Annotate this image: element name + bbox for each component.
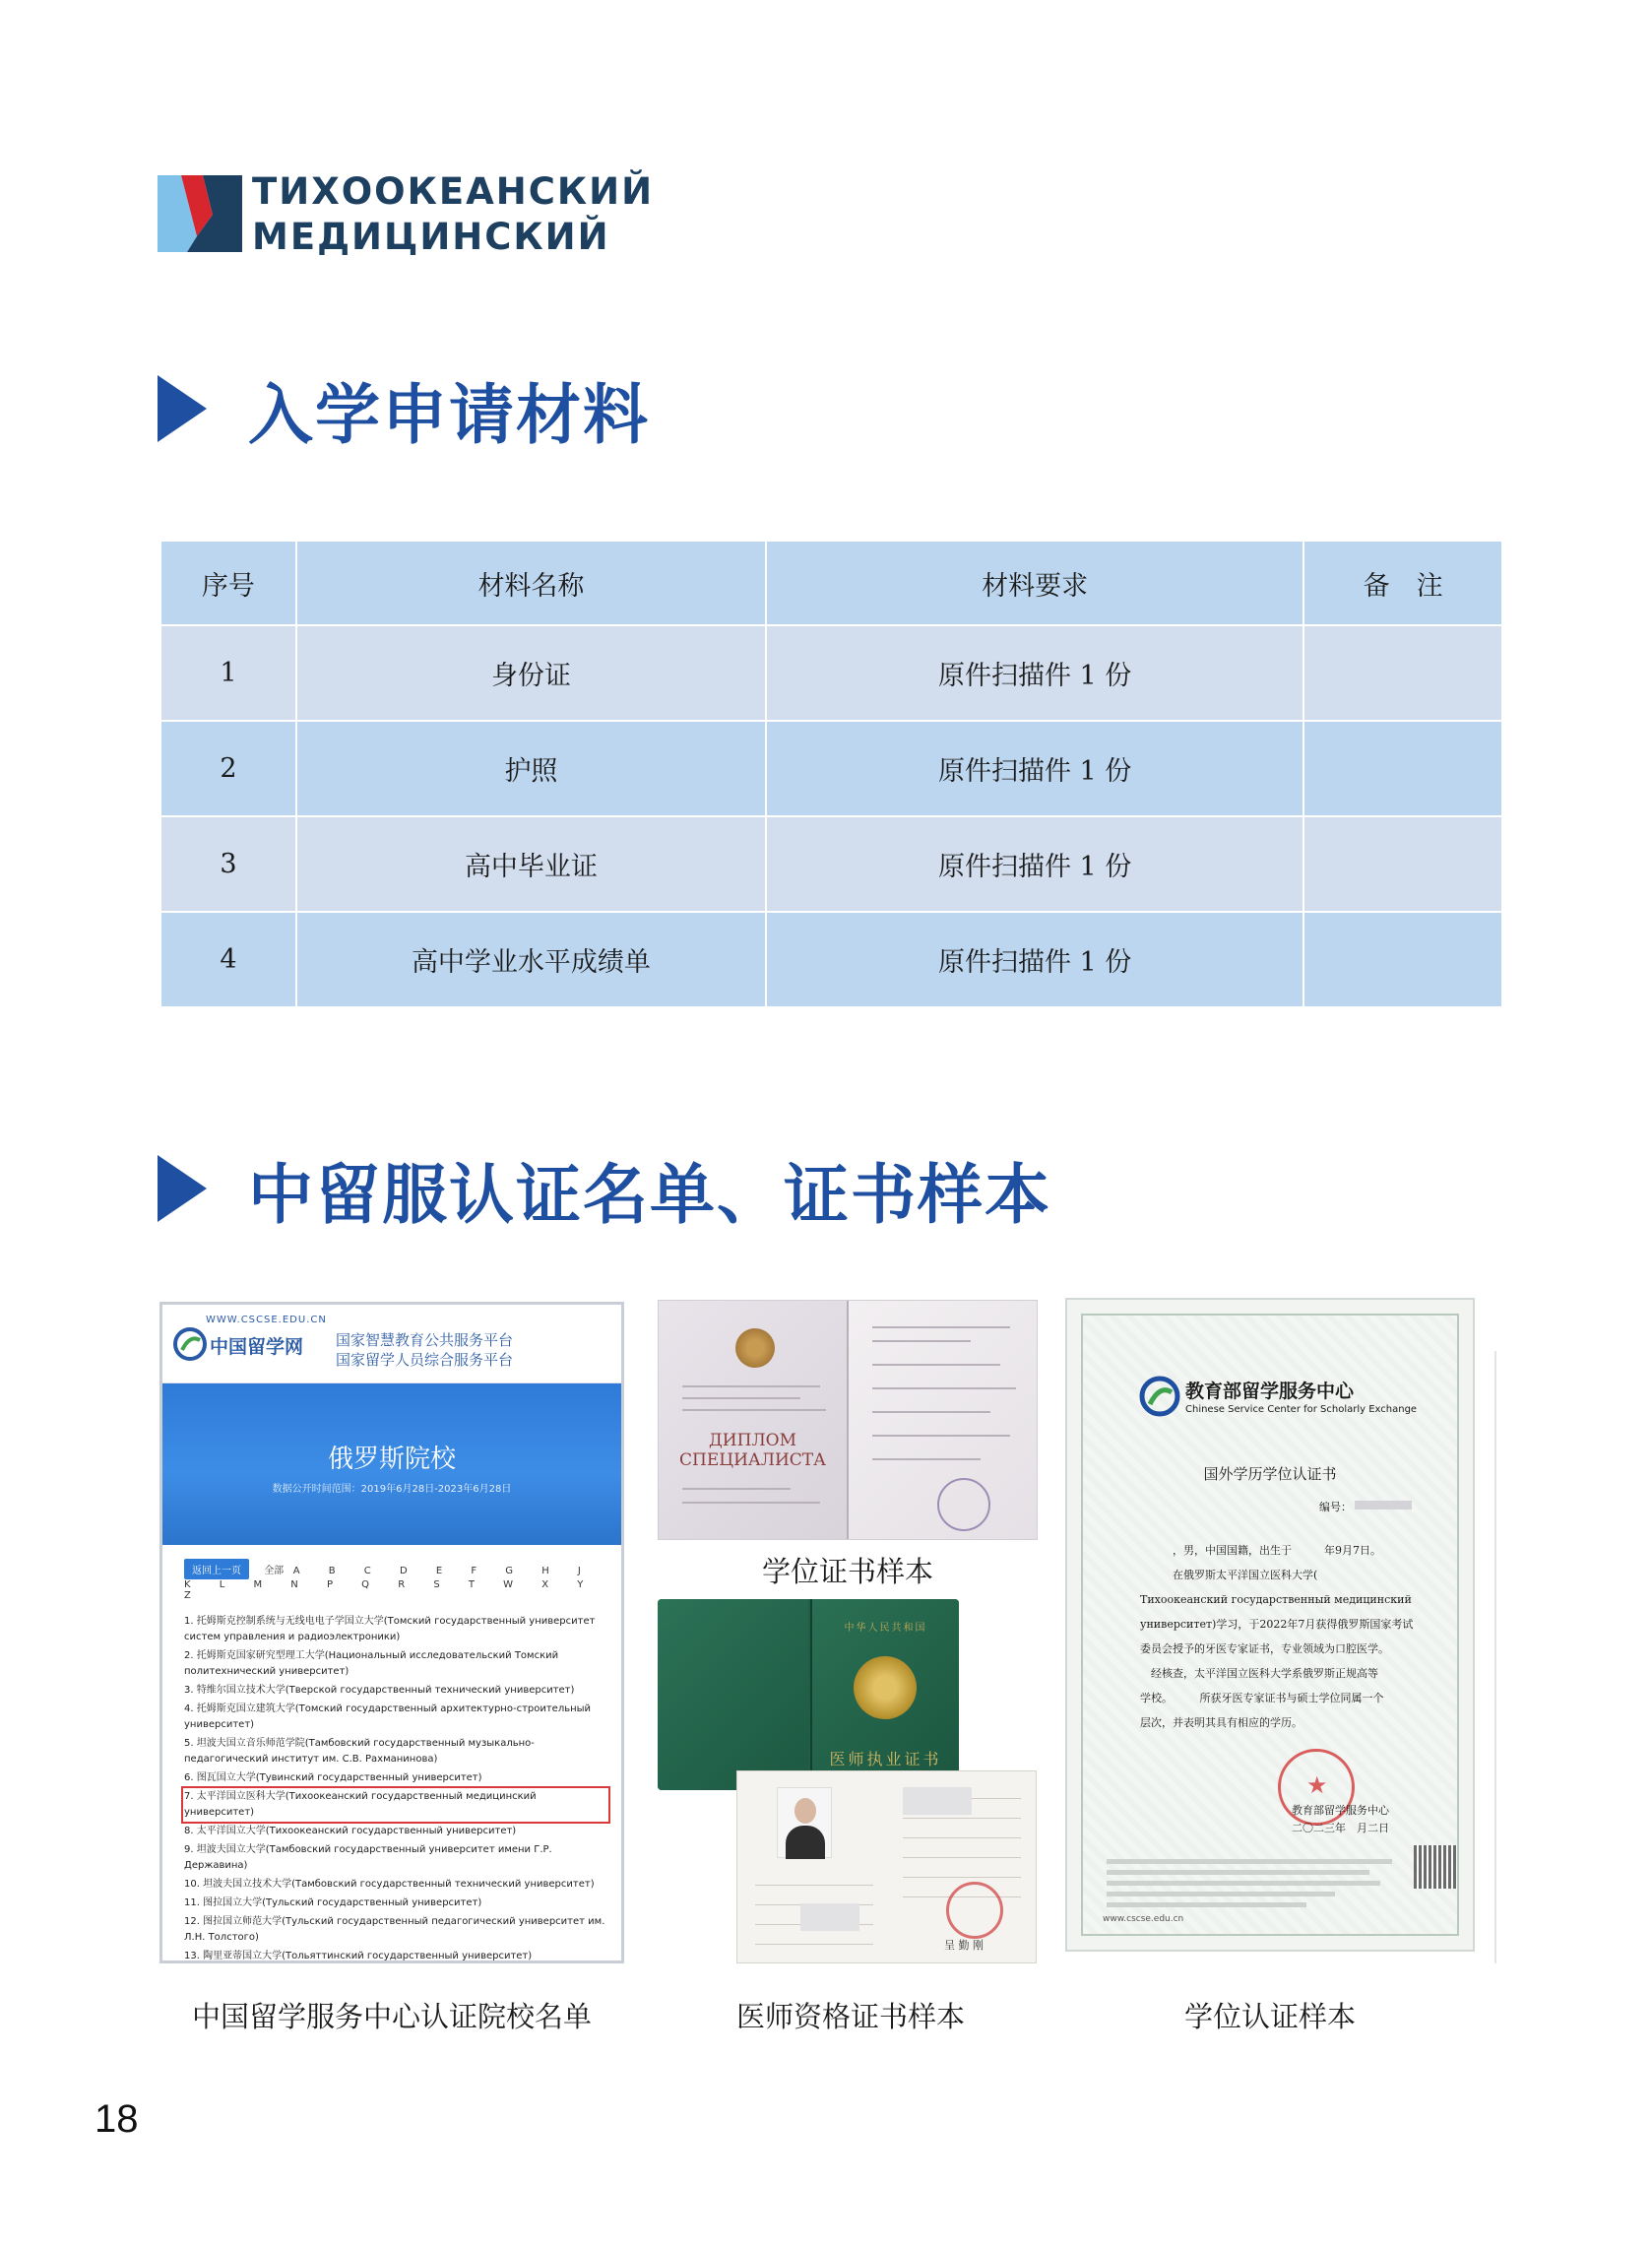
doctor-cert-inner-photo [736, 1770, 1037, 1963]
row-name: 身份证 [296, 625, 766, 721]
issuer-name: 教育部留学服务中心 [1185, 1381, 1355, 1402]
list-banner [162, 1383, 621, 1545]
row-no: 3 [160, 816, 296, 912]
text-line [872, 1435, 1010, 1437]
row-requirement: 原件扫描件 1 份 [766, 625, 1303, 721]
back-button: 返回上一页 [184, 1559, 249, 1579]
text-line [872, 1387, 1016, 1389]
sign-line2: 二〇二三年 月二日 [1292, 1822, 1389, 1834]
table-header-row [160, 541, 1502, 625]
row-no: 4 [160, 912, 296, 1007]
diploma-title-line1: ДИПЛОМ [708, 1431, 796, 1450]
text-line [682, 1488, 791, 1490]
materials-table [159, 540, 1503, 1008]
section-heading-application-materials [158, 364, 650, 453]
page-number: 18 [95, 2097, 139, 2141]
text-line [872, 1326, 1010, 1328]
certificate-number-label: 编号： [1319, 1501, 1352, 1513]
certificate-title: 国外学历学位认证书 [1203, 1465, 1337, 1483]
text-line [682, 1409, 826, 1411]
body-line: Тихоокеанский государственный медицинский [1140, 1593, 1412, 1606]
letter-filters: A B C D E F G H J K L M N P Q R S T W X Y Z [184, 1566, 597, 1601]
text-line [872, 1340, 971, 1342]
site-url: WWW.CSCSE.EDU.CN [206, 1315, 327, 1325]
caption-degree-authentication: 学位认证样本 [1183, 2000, 1356, 2033]
all-filter: 全部 [264, 1566, 285, 1576]
portrait-head [794, 1798, 816, 1824]
national-emblem-icon [854, 1656, 917, 1719]
body-line: 经核查，太平洋国立医科大学系俄罗斯正规高等 [1140, 1667, 1378, 1680]
caption-degree-certificate: 学位证书样本 [761, 1555, 933, 1588]
row-no: 2 [160, 721, 296, 816]
university-list [162, 1614, 621, 1963]
list-item: 3. 特维尔国立技术大学(Тверской государственный технический университет) [184, 1685, 575, 1696]
row-note [1303, 625, 1502, 721]
banner-title: 俄罗斯院校 [327, 1445, 456, 1474]
redacted-block [903, 1787, 972, 1815]
body-line: ，男，中国国籍，出生于 年9月7日。 [1140, 1544, 1381, 1557]
red-seal-icon [946, 1882, 1003, 1939]
cover-title: 医师执业证书 [829, 1750, 942, 1768]
row-no: 1 [160, 625, 296, 721]
sign-line1: 教育部留学服务中心 [1292, 1804, 1389, 1817]
list-item: 4. 托姆斯克国立建筑大学(Томский государственный архитектурно-строительный университет) [184, 1703, 592, 1730]
header-note: 备 注 [1303, 541, 1502, 625]
logo-wordmark [252, 169, 654, 260]
divider [1494, 1351, 1496, 1963]
list-item: 11. 图拉国立大学(Тульский государственный университет) [184, 1897, 482, 1908]
row-name: 护照 [296, 721, 766, 816]
table-row [160, 625, 1502, 721]
body-line: 委员会授予的牙医专家证书，专业领域为口腔医学。 [1140, 1642, 1389, 1655]
portrait-body [786, 1826, 825, 1859]
logo-line2: МЕДИЦИНСКИЙ [252, 216, 610, 258]
body-line: 在俄罗斯太平洋国立医科大学( [1140, 1569, 1318, 1581]
qr-code-icon [1414, 1845, 1457, 1889]
list-item: 9. 坦波夫国立大学(Тамбовский государственный университет имени Г.Р. Державина) [184, 1844, 552, 1871]
signature: 呈 勤 刚 [944, 1939, 984, 1952]
redacted-block [1355, 1501, 1412, 1510]
section-heading-certification-samples [158, 1144, 1051, 1233]
certificate-frame [1081, 1314, 1459, 1936]
certified-list-screenshot [159, 1302, 624, 1963]
russian-emblem-icon [735, 1328, 775, 1368]
alphabet-filter [162, 1545, 621, 1614]
cscse-logo-icon [172, 1326, 208, 1362]
platform-line1: 国家智慧教育公共服务平台 [336, 1331, 514, 1349]
redacted-block [800, 1903, 859, 1931]
list-item: 2. 托姆斯克国家研究型理工大学(Национальный исследовательский Томский политехнический университет) [184, 1650, 559, 1677]
caption-certified-list: 中国留学服务中心认证院校名单 [191, 2000, 592, 2033]
caption-doctor-certificate: 医师资格证书样本 [735, 2000, 965, 2033]
text-line [872, 1364, 1000, 1366]
diploma-title [659, 1431, 847, 1470]
list-item: 13. 陶里亚蒂国立大学(Тольяттинский государственный университет) [184, 1951, 533, 1961]
triangle-marker-icon [158, 1155, 207, 1222]
table-row [160, 721, 1502, 816]
platform-names [336, 1330, 513, 1370]
section-title: 中留服认证名单、证书样本 [248, 1156, 1051, 1233]
diploma-left-page [659, 1301, 849, 1540]
list-item: 10. 坦波夫国立技术大学(Тамбовский государственный технический университет) [184, 1879, 595, 1890]
row-note [1303, 912, 1502, 1007]
body-line: 层次，并表明其具有相应的学历。 [1140, 1716, 1303, 1729]
triangle-marker-icon [158, 375, 207, 442]
diploma-title-line2: СПЕЦИАЛИСТА [679, 1450, 826, 1470]
logo-line1: ТИХООКЕАНСКИЙ [252, 170, 655, 213]
row-note [1303, 721, 1502, 816]
header-name: 材料名称 [296, 541, 766, 625]
portrait-photo [777, 1787, 832, 1858]
row-name: 高中毕业证 [296, 816, 766, 912]
list-item: 12. 图拉国立师范大学(Тульский государственный педагогический университет им. Л.Н. Толстого) [184, 1916, 605, 1943]
list-item: 5. 坦波夫国立音乐师范学院(Тамбовский государственный музыкально-педагогический институт им. С.В. Рахманинова) [184, 1738, 535, 1765]
header-requirement: 材料要求 [766, 541, 1303, 625]
stamp-icon [937, 1478, 990, 1531]
list-item-highlighted: 7. 太平洋国立医科大学(Тихоокеанский государственный медицинский университет) [184, 1789, 607, 1821]
doctor-cert-cover-photo [658, 1599, 959, 1790]
cover-front [810, 1599, 959, 1790]
university-logo [158, 165, 655, 264]
issuer-signature [1292, 1802, 1389, 1837]
table-row [160, 816, 1502, 912]
cover-back [658, 1599, 808, 1790]
banner-subtitle: 数据公开时间范围：2019年6月28日-2023年6月28日 [272, 1484, 512, 1495]
diploma-photo [658, 1300, 1038, 1540]
body-line: 学校。 所获牙医专家证书与硕士学位同属一个 [1140, 1692, 1384, 1704]
text-line [872, 1458, 981, 1460]
text-line [682, 1502, 820, 1504]
text-line [872, 1411, 990, 1413]
row-requirement: 原件扫描件 1 份 [766, 721, 1303, 816]
list-item: 8. 太平洋国立大学(Тихоокеанский государственный университет) [184, 1826, 517, 1836]
fine-print-notes [1107, 1859, 1392, 1913]
body-line: университет)学习，于2022年7月获得俄罗斯国家考试 [1140, 1618, 1414, 1631]
issuer-name-en: Chinese Service Center for Scholarly Exchange [1185, 1404, 1418, 1415]
row-name: 高中学业水平成绩单 [296, 912, 766, 1007]
degree-authentication-photo [1065, 1298, 1475, 1952]
cscse-logo-icon [1138, 1375, 1181, 1418]
row-requirement: 原件扫描件 1 份 [766, 912, 1303, 1007]
table-row [160, 912, 1502, 1007]
site-name: 中国留学网 [210, 1336, 304, 1358]
platform-line2: 国家留学人员综合服务平台 [336, 1351, 514, 1369]
list-site-header [162, 1305, 621, 1383]
header-no: 序号 [160, 541, 296, 625]
row-requirement: 原件扫描件 1 份 [766, 816, 1303, 912]
text-line [682, 1397, 800, 1399]
row-note [1303, 816, 1502, 912]
diploma-right-page [849, 1301, 1038, 1540]
section-title: 入学申请材料 [248, 376, 650, 453]
certificate-url: www.cscse.edu.cn [1103, 1914, 1184, 1924]
list-item: 6. 图瓦国立大学(Тувинский государственный университет) [184, 1772, 482, 1783]
logo-mark-icon [158, 165, 248, 256]
certificate-body [1140, 1538, 1435, 1735]
text-line [682, 1385, 820, 1387]
cover-top-text: 中华人民共和国 [844, 1623, 927, 1634]
list-item: 1. 托姆斯克控制系统与无线电电子学国立大学(Томский государственный университет систем управления и радиоэлектроники) [184, 1616, 596, 1642]
